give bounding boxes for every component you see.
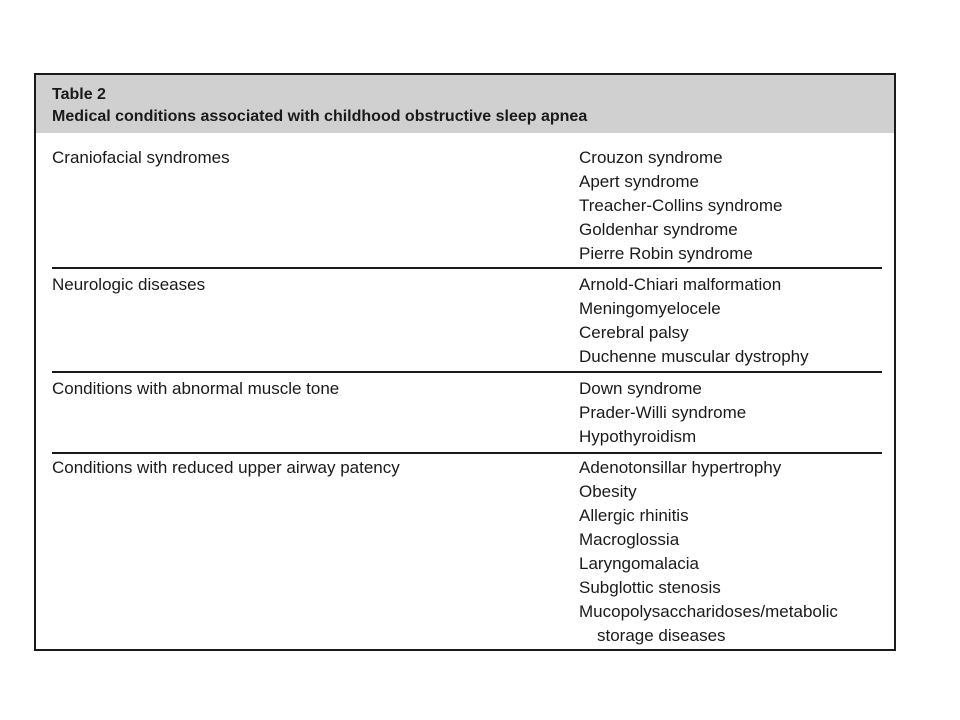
category-label: Craniofacial syndromes (52, 148, 230, 167)
condition-item: Down syndrome (579, 379, 702, 398)
condition-item: Apert syndrome (579, 172, 699, 191)
condition-item: Duchenne muscular dystrophy (579, 347, 809, 366)
condition-item: Cerebral palsy (579, 323, 689, 342)
condition-list (579, 456, 838, 648)
condition-item: Subglottic stenosis (579, 578, 721, 597)
condition-list (579, 273, 809, 369)
condition-item: Adenotonsillar hypertrophy (579, 458, 782, 477)
table-group-craniofacial (52, 146, 882, 269)
table-title: Medical conditions associated with childhood obstructive sleep apnea (52, 108, 588, 125)
table-frame (34, 73, 896, 651)
condition-line: Mucopolysaccharidoses/metabolic (579, 602, 838, 621)
condition-item: Treacher-Collins syndrome (579, 196, 783, 215)
condition-continuation: storage diseases (597, 626, 726, 645)
condition-item: Macroglossia (579, 530, 680, 549)
table-group-airway-patency (52, 456, 882, 648)
condition-item: Meningomyelocele (579, 299, 721, 318)
condition-list (579, 377, 746, 449)
condition-item: Hypothyroidism (579, 427, 697, 446)
condition-item: Arnold-Chiari malformation (579, 275, 782, 294)
condition-item-wrapped (579, 600, 838, 648)
category-label: Neurologic diseases (52, 275, 206, 294)
condition-list (579, 146, 782, 266)
condition-item: Goldenhar syndrome (579, 220, 738, 239)
table-caption (36, 75, 894, 133)
condition-item: Crouzon syndrome (579, 148, 723, 167)
condition-item: Obesity (579, 482, 637, 501)
table-group-neurologic (52, 273, 882, 373)
category-label: Conditions with reduced upper airway patency (52, 458, 400, 477)
table-number: Table 2 (52, 86, 106, 103)
table-group-muscle-tone (52, 377, 882, 454)
condition-item: Laryngomalacia (579, 554, 700, 573)
category-label: Conditions with abnormal muscle tone (52, 379, 340, 398)
condition-item: Prader-Willi syndrome (579, 403, 747, 422)
condition-item: Allergic rhinitis (579, 506, 689, 525)
condition-item: Pierre Robin syndrome (579, 244, 753, 263)
